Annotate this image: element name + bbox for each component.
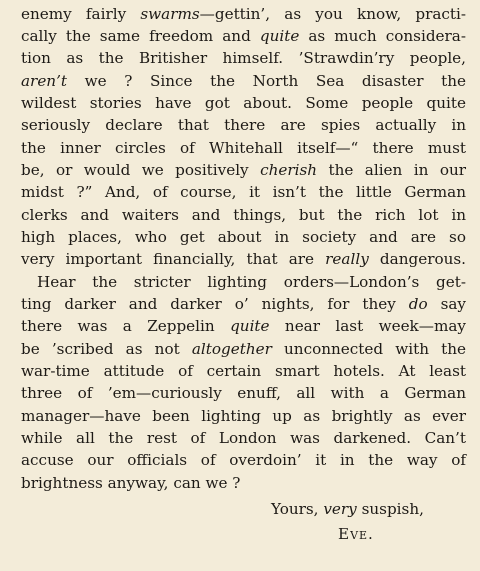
text-line: brightness anyway, can we ? [21,474,241,492]
text-line: enemy fairly swarms—gettin’, as you know, practi- [21,5,466,23]
text-line: midst ?” And, of course, it isn’t the little German [21,183,466,201]
text-line: manager—have been lighting up as brightly as ever [21,407,466,425]
text-line: war-time attitude of certain smart hotels. At least [21,362,466,380]
signature-name: Eve. [338,525,374,543]
text-line: there was a Zeppelin quite near last week—may [21,317,466,335]
text-line: be ’scribed as not altogether unconnected with the [21,340,466,358]
text-line: be, or would we positively cherish the alien in our [21,161,467,179]
signoff-line: Yours, very suspish, [271,500,424,518]
text-line: aren’t we ? Since the North Sea disaster the [21,72,466,90]
text-line: cally the same freedom and quite as much considera- [21,27,466,45]
text-line: tion as the Britisher himself. ’Strawdin’ry people, [21,49,466,67]
text-line: the inner circles of Whitehall itself—“ there must [21,139,466,157]
text-line: accuse our officials of overdoin’ it in the way of [21,451,466,469]
text-line: seriously declare that there are spies actually in [21,116,466,134]
text-line: high places, who get about in society and are so [21,228,466,246]
text-line: Hear the stricter lighting orders—London’s get- [37,273,466,291]
text-line: ting darker and darker o’ nights, for they do say [21,295,466,313]
text-line: three of ’em—curiously enuff, all with a German [21,384,466,402]
text-line: wildest stories have got about. Some people quite [21,94,466,112]
text-line: while all the rest of London was darkened. Can’t [21,429,466,447]
text-line: clerks and waiters and things, but the rich lot in [21,206,466,224]
text-line: very important financially, that are really dangerous. [21,250,466,268]
